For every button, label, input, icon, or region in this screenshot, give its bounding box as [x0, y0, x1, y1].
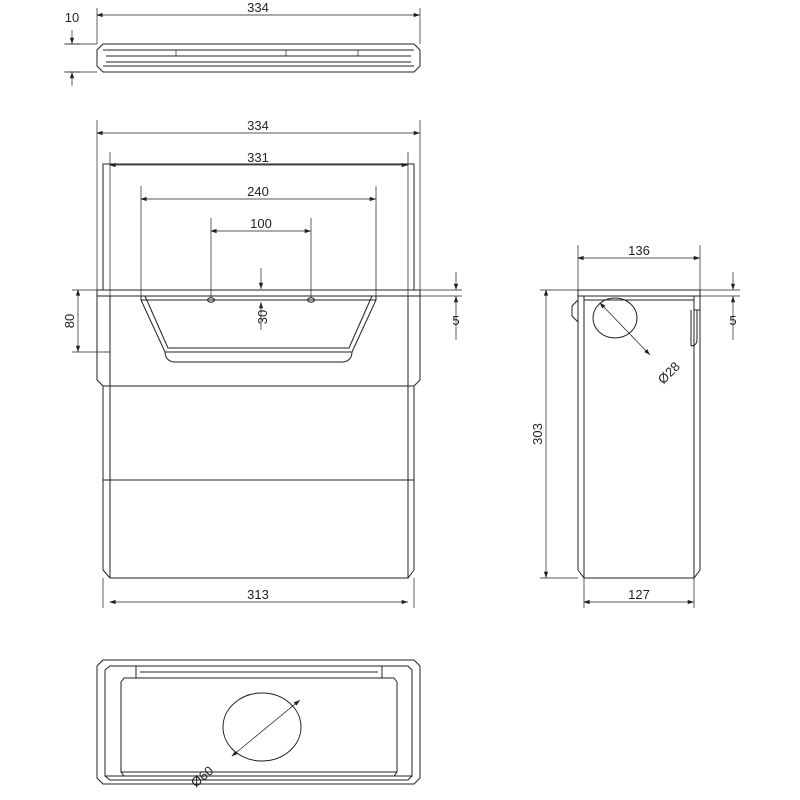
dim-front-inner-width-label: 331 [247, 150, 269, 165]
dim-waste-hole-diameter-label: Ø28 [654, 358, 683, 387]
dim-bowl-diameter-label: Ø60 [187, 762, 217, 791]
dim-side-rim-offset [729, 272, 736, 340]
dim-waste-hole-diameter [600, 303, 683, 387]
dim-tap-hole-drop-label: 30 [255, 309, 270, 325]
dim-top-width-label: 334 [247, 0, 269, 15]
dim-tap-hole-drop [255, 268, 270, 330]
dim-front-inner-width [110, 150, 408, 165]
dim-side-base-depth-label: 127 [628, 587, 650, 602]
dim-side-rim-offset-label: 5 [729, 313, 737, 328]
dim-rim-offset-label: 5 [452, 313, 460, 328]
dim-bowl-diameter [188, 700, 300, 790]
dim-basin-width [141, 184, 376, 199]
dim-side-base-depth [584, 587, 694, 602]
dim-tap-hole-spacing-label: 100 [250, 216, 272, 231]
dim-front-overall-width-label: 334 [247, 118, 269, 133]
dim-side-height [530, 290, 546, 578]
dim-basin-depth-label: 80 [62, 313, 77, 329]
dim-front-overall-width [97, 118, 420, 133]
side-elevation-geometry [572, 290, 700, 578]
dim-side-top-depth [578, 243, 700, 258]
dim-top-thickness-label: 10 [64, 10, 80, 25]
dim-base-width [110, 587, 408, 602]
side-view-extension-lines [540, 245, 740, 608]
dim-base-width-label: 313 [247, 587, 269, 602]
dim-rim-offset [452, 272, 459, 340]
dim-basin-width-label: 240 [247, 184, 269, 199]
dim-side-top-depth-label: 136 [628, 243, 650, 258]
plan-view-geometry [97, 660, 420, 784]
top-edge-profile-geometry [97, 44, 420, 72]
dim-top-thickness [64, 10, 80, 86]
dim-basin-depth [62, 290, 78, 352]
dim-tap-hole-spacing [211, 216, 311, 231]
dim-side-height-label: 303 [530, 423, 545, 445]
dim-top-width [97, 0, 420, 15]
